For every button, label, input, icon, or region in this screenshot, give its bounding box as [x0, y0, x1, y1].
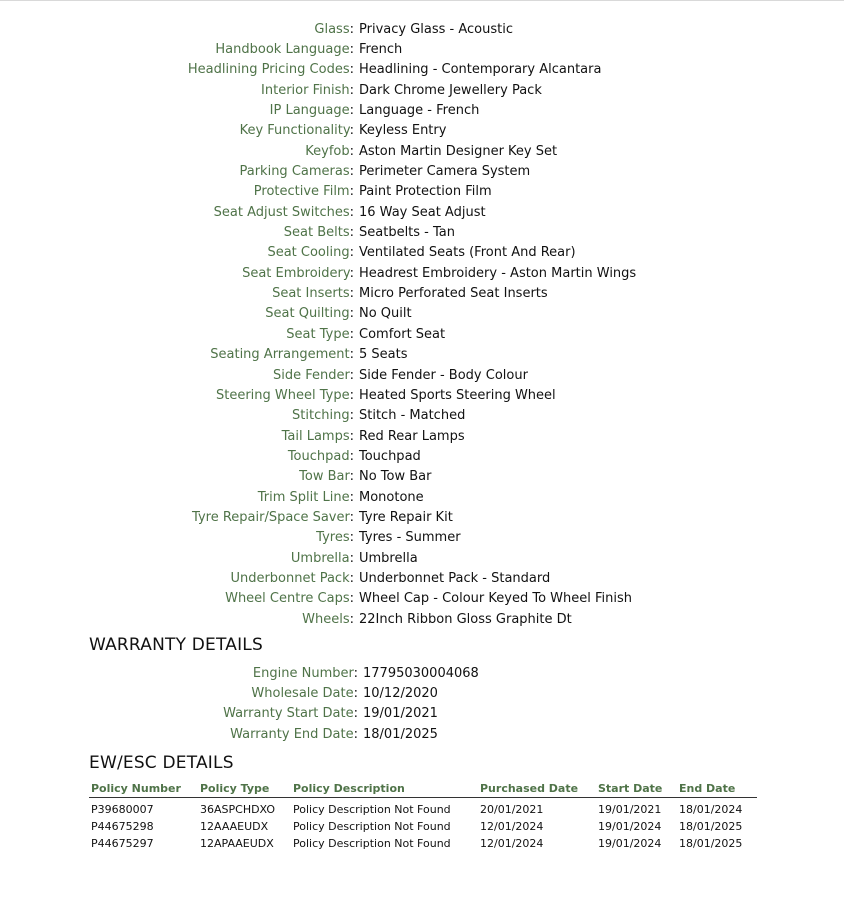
warranty-row — [0, 724, 844, 744]
warranty-details-title: WARRANTY DETAILS — [89, 635, 263, 655]
spec-value: Headrest Embroidery - Aston Martin Wings — [359, 265, 637, 281]
spec-row — [0, 324, 844, 344]
spec-value: Red Rear Lamps — [359, 428, 465, 444]
spec-row — [0, 161, 844, 181]
table-cell: 12APAAEUDX — [200, 837, 274, 850]
spec-value: Touchpad — [359, 448, 421, 464]
spec-row — [0, 222, 844, 242]
spec-label: Interior Finish — [261, 82, 350, 98]
spec-label: Stitching — [292, 408, 350, 424]
table-row — [89, 798, 757, 819]
column-header: Start Date — [596, 780, 677, 798]
spec-row — [0, 365, 844, 385]
table-row — [89, 835, 757, 852]
label-colon: : — [349, 448, 354, 464]
spec-value: No Quilt — [359, 306, 412, 322]
label-colon: : — [349, 408, 354, 424]
table-cell: 12/01/2024 — [480, 837, 544, 850]
label-colon: : — [349, 570, 354, 586]
spec-value: Headlining - Contemporary Alcantara — [359, 62, 602, 78]
spec-value: Ventilated Seats (Front And Rear) — [359, 245, 576, 261]
spec-value: Keyless Entry — [359, 123, 447, 139]
label-colon: : — [353, 706, 358, 722]
table-cell: 18/01/2024 — [679, 803, 743, 816]
spec-value: French — [359, 42, 403, 58]
spec-value: 22Inch Ribbon Gloss Graphite Dt — [359, 611, 572, 627]
spec-value: Aston Martin Designer Key Set — [359, 143, 558, 159]
spec-label: Keyfob — [305, 143, 350, 159]
table-cell: 19/01/2021 — [598, 803, 662, 816]
warranty-value: 10/12/2020 — [363, 686, 438, 702]
spec-label: Glass — [314, 21, 350, 37]
spec-row — [0, 446, 844, 466]
label-colon: : — [349, 225, 354, 241]
label-colon: : — [353, 665, 358, 681]
table-cell: 12/01/2024 — [480, 820, 544, 833]
table-cell: Policy Description Not Found — [293, 820, 451, 833]
spec-label: Seat Quilting — [265, 306, 350, 322]
spec-row — [0, 283, 844, 303]
spec-value: Comfort Seat — [359, 326, 446, 342]
spec-label: Underbonnet Pack — [230, 570, 350, 586]
label-colon: : — [349, 469, 354, 485]
label-colon: : — [349, 286, 354, 302]
label-colon: : — [349, 184, 354, 200]
spec-row — [0, 80, 844, 100]
label-colon: : — [353, 686, 358, 702]
column-header: Policy Description — [291, 780, 478, 798]
spec-row — [0, 589, 844, 609]
column-header: Policy Type — [198, 780, 291, 798]
spec-value: No Tow Bar — [359, 469, 432, 485]
specification-list — [0, 19, 844, 629]
spec-value: Underbonnet Pack - Standard — [359, 570, 551, 586]
spec-label: Tail Lamps — [281, 428, 350, 444]
label-colon: : — [349, 103, 354, 119]
spec-row — [0, 202, 844, 222]
ew-esc-details-title: EW/ESC DETAILS — [89, 753, 234, 773]
spec-row — [0, 100, 844, 120]
spec-label: Key Functionality — [239, 123, 350, 139]
warranty-value: 19/01/2021 — [363, 706, 438, 722]
label-colon: : — [349, 306, 354, 322]
spec-value: Paint Protection Film — [359, 184, 492, 200]
spec-label: Seating Arrangement — [210, 347, 350, 363]
warranty-label: Warranty End Date — [230, 726, 354, 742]
label-colon: : — [349, 489, 354, 505]
spec-label: Headlining Pricing Codes — [187, 62, 350, 78]
spec-value: Side Fender - Body Colour — [359, 367, 528, 383]
spec-row — [0, 609, 844, 629]
spec-row — [0, 304, 844, 324]
label-colon: : — [349, 42, 354, 58]
spec-row — [0, 141, 844, 161]
ew-esc-table — [89, 780, 757, 852]
spec-label: Seat Type — [286, 326, 350, 342]
label-colon: : — [349, 367, 354, 383]
spec-row — [0, 426, 844, 446]
spec-row — [0, 121, 844, 141]
warranty-value: 18/01/2025 — [363, 726, 438, 742]
spec-value: 5 Seats — [359, 347, 408, 363]
label-colon: : — [349, 21, 354, 37]
spec-label: Steering Wheel Type — [215, 387, 350, 403]
label-colon: : — [349, 245, 354, 261]
spec-label: Handbook Language — [215, 42, 350, 58]
spec-value: Language - French — [359, 103, 480, 119]
spec-row — [0, 487, 844, 507]
spec-row — [0, 568, 844, 588]
warranty-row — [0, 683, 844, 703]
spec-row — [0, 345, 844, 365]
table-cell: P44675298 — [91, 820, 154, 833]
spec-row — [0, 467, 844, 487]
spec-value: Dark Chrome Jewellery Pack — [359, 82, 542, 98]
spec-row — [0, 39, 844, 59]
spec-label: Wheels — [302, 611, 350, 627]
spec-label: Protective Film — [253, 184, 350, 200]
label-colon: : — [349, 509, 354, 525]
warranty-row — [0, 704, 844, 724]
warranty-row — [0, 663, 844, 683]
spec-label: Seat Cooling — [267, 245, 350, 261]
spec-label: Tyres — [316, 530, 350, 546]
warranty-label: Engine Number — [252, 665, 354, 681]
table-cell: P39680007 — [91, 803, 154, 816]
label-colon: : — [349, 82, 354, 98]
spec-label: Wheel Centre Caps — [225, 591, 350, 607]
label-colon: : — [349, 143, 354, 159]
label-colon: : — [349, 550, 354, 566]
spec-label: Trim Split Line — [257, 489, 350, 505]
table-cell: 36ASPCHDXO — [200, 803, 276, 816]
spec-row — [0, 60, 844, 80]
spec-row — [0, 548, 844, 568]
spec-value: 16 Way Seat Adjust — [359, 204, 486, 220]
table-cell: 18/01/2025 — [679, 820, 743, 833]
spec-value: Seatbelts - Tan — [359, 225, 455, 241]
table-cell: 18/01/2025 — [679, 837, 743, 850]
table-cell: 20/01/2021 — [480, 803, 544, 816]
spec-value: Wheel Cap - Colour Keyed To Wheel Finish — [359, 591, 633, 607]
label-colon: : — [353, 726, 358, 742]
table-cell: 19/01/2024 — [598, 837, 662, 850]
label-colon: : — [349, 164, 354, 180]
spec-label: Tyre Repair/Space Saver — [192, 509, 350, 525]
spec-value: Monotone — [359, 489, 424, 505]
label-colon: : — [349, 591, 354, 607]
spec-label: Seat Belts — [283, 225, 350, 241]
spec-label: Touchpad — [287, 448, 350, 464]
table-cell: P44675297 — [91, 837, 154, 850]
spec-label: Seat Embroidery — [242, 265, 350, 281]
spec-row — [0, 19, 844, 39]
spec-value: Heated Sports Steering Wheel — [359, 387, 556, 403]
label-colon: : — [349, 204, 354, 220]
top-divider — [0, 0, 844, 1]
table-row — [89, 818, 757, 835]
spec-label: Side Fender — [272, 367, 350, 383]
table-cell: Policy Description Not Found — [293, 803, 451, 816]
spec-label: Parking Cameras — [239, 164, 350, 180]
label-colon: : — [349, 326, 354, 342]
column-header: End Date — [677, 780, 757, 798]
label-colon: : — [349, 123, 354, 139]
warranty-value: 17795030004068 — [363, 665, 479, 681]
label-colon: : — [349, 265, 354, 281]
label-colon: : — [349, 62, 354, 78]
spec-label: Seat Inserts — [272, 286, 350, 302]
spec-value: Privacy Glass - Acoustic — [359, 21, 513, 37]
spec-row — [0, 406, 844, 426]
label-colon: : — [349, 428, 354, 444]
column-header: Purchased Date — [478, 780, 596, 798]
warranty-label: Warranty Start Date — [223, 706, 354, 722]
warranty-label: Wholesale Date — [251, 686, 354, 702]
spec-value: Tyre Repair Kit — [359, 509, 453, 525]
spec-value: Micro Perforated Seat Inserts — [359, 286, 548, 302]
label-colon: : — [349, 347, 354, 363]
table-cell: 12AAAEUDX — [200, 820, 269, 833]
column-header: Policy Number — [89, 780, 198, 798]
spec-label: Seat Adjust Switches — [213, 204, 350, 220]
warranty-details-list — [0, 663, 844, 745]
label-colon: : — [349, 530, 354, 546]
label-colon: : — [349, 611, 354, 627]
spec-value: Perimeter Camera System — [359, 164, 531, 180]
ew-esc-header-row — [89, 780, 757, 798]
ew-esc-table-body — [89, 798, 757, 853]
spec-label: Umbrella — [290, 550, 350, 566]
spec-value: Umbrella — [359, 550, 418, 566]
spec-row — [0, 263, 844, 283]
spec-value: Stitch - Matched — [359, 408, 466, 424]
spec-label: IP Language — [269, 103, 350, 119]
label-colon: : — [349, 387, 354, 403]
spec-value: Tyres - Summer — [359, 530, 461, 546]
table-cell: Policy Description Not Found — [293, 837, 451, 850]
spec-label: Tow Bar — [299, 469, 350, 485]
spec-row — [0, 182, 844, 202]
spec-row — [0, 385, 844, 405]
spec-row — [0, 507, 844, 527]
spec-row — [0, 528, 844, 548]
table-cell: 19/01/2024 — [598, 820, 662, 833]
spec-row — [0, 243, 844, 263]
